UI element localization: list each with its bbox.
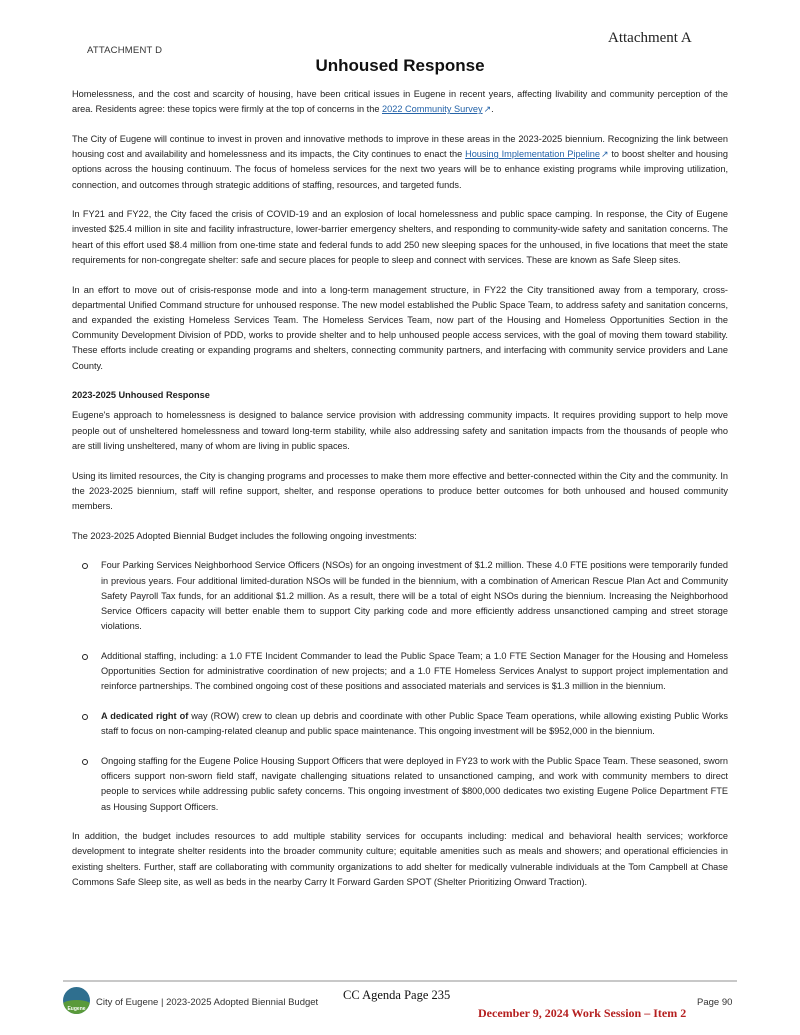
list-item: Ongoing staffing for the Eugene Police Housing Support Officers that were deployed in FY23 to work with the Public Space Team. These seasoned, sworn officers support non-sworn field staff, navigate challenging situations related to unsanctioned camping, and work with community members to direct people to services while addressing public safety concerns. This ongoing investment of $800,000 dedicates two existing Eugene Police Department FTE as Housing Support Officers. (101, 754, 728, 815)
footer-divider (63, 980, 737, 982)
section-subheading: 2023-2025 Unhoused Response (72, 390, 210, 401)
paragraph-covid: In FY21 and FY22, the City faced the crisis of COVID-19 and an explosion of local homelessness and public space camping. In response, the City of Eugene invested $25.4 million in site and facility infrastructure, lower-barrier emergency shelters, and responding to community-wide safety and sanitation concerns. The heart of this effort used $8.4 million from one-time state and federal funds to add 250 new sleeping spaces for the unhoused, in five locations that meet the state requirements for non-congregate shelter: safe and secure places for people to sleep and connect with services. These are known as Safe Sleep sites. (72, 209, 728, 265)
list-item (101, 709, 728, 739)
external-link-icon[interactable]: ↗ (483, 104, 492, 115)
attachment-a-label: Attachment A (608, 30, 692, 46)
paragraph-transition: In an effort to move out of crisis-response mode and into a long-term management structure, in FY22 the City transitioned away from a temporary, cross-departmental Unified Command structure for unhoused response. The new model established the Public Space Team, to address safety and sanitation concerns, and expanded the existing Homeless Services Team. The Homeless Services Team, now part of the Housing and Homeless Opportunities Section in the Community Development Division of PDD, works to provide shelter and to help unhoused people access services, with the goal of moving them toward stability. These efforts include creating or expanding programs and shelters, connecting community partners, and interfacing with community service providers and Lane County. (72, 284, 728, 371)
document-body (72, 87, 728, 905)
paragraph-text: . (491, 104, 494, 115)
paragraph-stability: In addition, the budget includes resources to add multiple stability services for occupants including: medical and behavioral health services; workforce development to integrate shelter residents into the broader community culture; equitable amenities such as meals and showers; and operational efficiencies in existing shelters. Further, staff are collaborating with community organizations to add shelter for medically vulnerable individuals at the Tom Campbell at Chase Commons Safe Sleep site, as well as beds in the nearby Carry It Forward Garden SPOT (Shelter Prioritizing Onward Traction). (72, 831, 728, 887)
attachment-d-label: ATTACHMENT D (87, 45, 163, 56)
paragraph-text: The City of Eugene will continue to invest in proven and innovative methods to improve in these areas in the 2023-2025 biennium. Recognizing the link between housing cost and availability and homelessness and its impacts, the City continues to enact the (72, 133, 728, 160)
paragraph-budget-intro: The 2023-2025 Adopted Biennial Budget includes the following ongoing investments: (72, 530, 417, 541)
work-session-label: December 9, 2024 Work Session – Item 2 (478, 1006, 687, 1020)
page-title: Unhoused Response (315, 56, 485, 75)
list-item-lead: A dedicated right of (101, 711, 189, 721)
list-item: Four Parking Services Neighborhood Service Officers (NSOs) for an ongoing investment of $1.2 million. These 4.0 FTE positions were temporarily funded in previous years. Four additional limited-duration NSOs will be funded in the biennium, with a combination of American Rescue Plan Act and Community Safety Payroll Tax funds, for an additional $1.2 million. As a result, there will be a total of eight NSOs during the biennium. Increasing the Neighborhood Service Officers capacity will better enable them to support City parking code and more efficiently address unsanctioned camping and street storage violations. (101, 558, 728, 634)
logo-text: Eugene (67, 1006, 86, 1012)
cc-agenda-page: CC Agenda Page 235 (343, 988, 451, 1002)
city-logo-icon (63, 987, 90, 1014)
paragraph-investment (72, 132, 728, 193)
investment-list (72, 558, 728, 814)
paragraph-resources: Using its limited resources, the City is changing programs and processes to make them more effective and better-connected within the City and the community. In the 2023-2025 biennium, staff will refine support, shelter, and response operations to produce better outcomes for both unhoused and housed community members. (72, 470, 728, 511)
community-survey-link[interactable]: 2022 Community Survey (381, 104, 483, 115)
list-item-text: way (ROW) crew to clean up debris and coordinate with other Public Space Team operations, while allowing existing Public Works staff to focus on non-camping-related cleanup and public space maintenance. This ongoing investment will be $952,000 in the biennium. (101, 711, 729, 737)
housing-pipeline-link[interactable]: Housing Implementation Pipeline (465, 149, 600, 160)
paragraph-text: to boost shelter and housing options across the housing continuum. The focus of homeless services for the next two years will be to enhance existing programs while improving utilization, connection, and outcomes through strategic additions of staffing, resources, and targeted funds. (72, 149, 728, 190)
paragraph-approach: Eugene's approach to homelessness is designed to balance service provision with addressing community impacts. It requires providing support to help move people out of unsheltered homelessness and toward long-term stability, while also addressing safety and sanitation impacts from the thousands of people who are still living unsheltered, many of whom are living in public spaces. (72, 410, 728, 451)
paragraph-intro (72, 87, 728, 117)
footer-budget-label: City of Eugene | 2023-2025 Adopted Biennial Budget (96, 997, 319, 1008)
page-number: Page 90 (697, 997, 733, 1008)
paragraph-text: Homelessness, and the cost and scarcity of housing, have been critical issues in Eugene in recent years, affecting livability and community perception of the area. Residents agree: these topics were firmly at the top of concerns in the (72, 89, 728, 115)
list-item: Additional staffing, including: a 1.0 FTE Incident Commander to lead the Public Space Team; a 1.0 FTE Section Manager for the Housing and Homeless Opportunities Section for administrative coordination of new projects; and a 1.0 FTE Homeless Services Analyst to support project implementation and reinforce partnerships. The combined ongoing cost of these positions and associated materials and services is $1.3 million in the biennium. (101, 649, 728, 695)
external-link-icon[interactable]: ↗ (600, 149, 609, 160)
